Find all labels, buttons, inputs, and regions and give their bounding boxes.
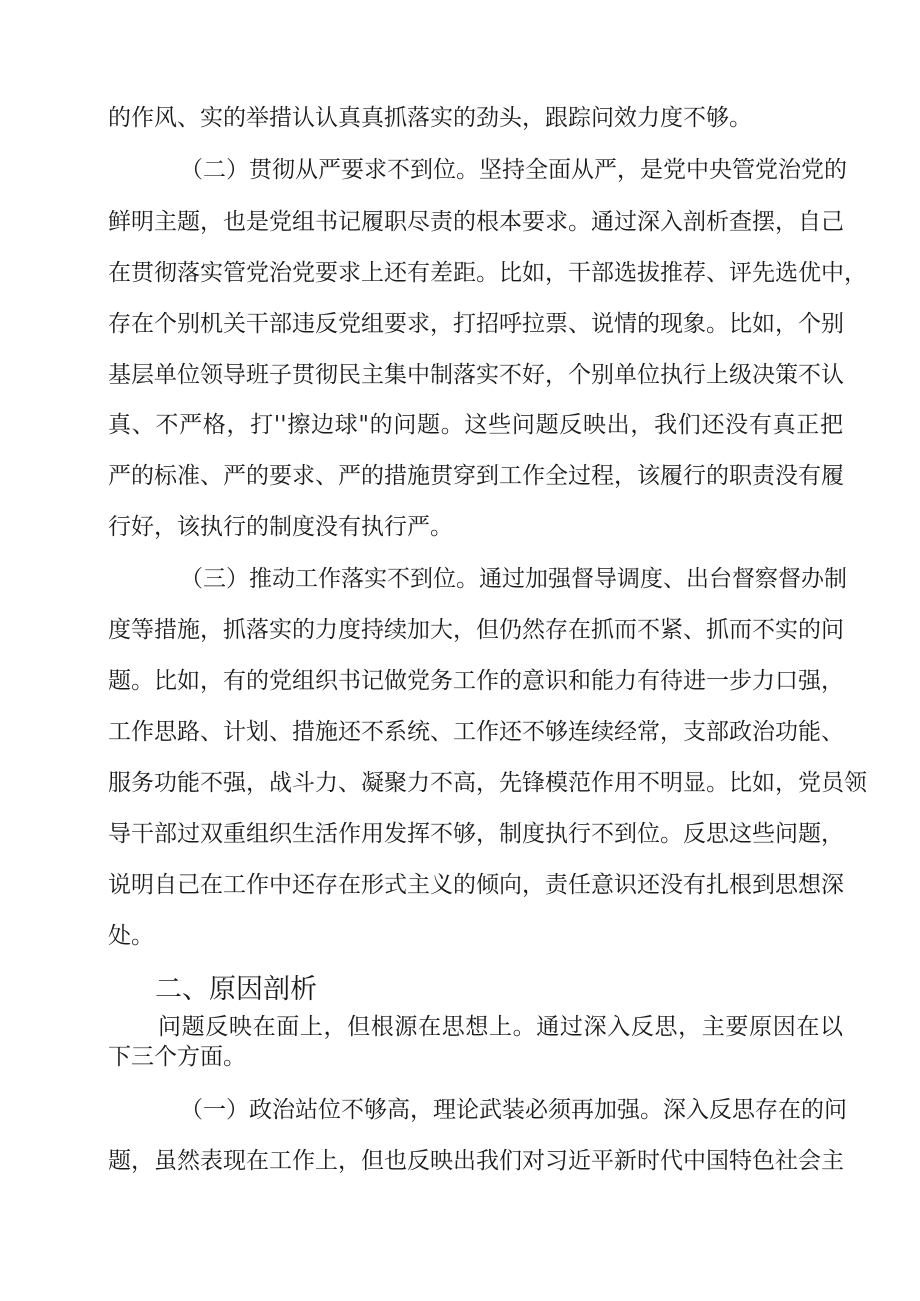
paragraph-line: 下三个方面。 <box>108 1044 246 1070</box>
paragraph-line: 服务功能不强，战斗力、凝聚力不高，先锋模范作用不明显。比如，党员领 <box>108 770 867 796</box>
paragraph-line: 真、不严格，打''擦边球"的问题。这些问题反映出，我们还没有真正把 <box>108 412 843 438</box>
paragraph-line: 基层单位领导班子贯彻民主集中制落实不好，个别单位执行上级决策不认 <box>108 362 844 388</box>
paragraph-line: 度等措施，抓落实的力度持续加大，但仍然存在抓而不紧、抓而不实的问 <box>108 617 844 643</box>
paragraph-line: 鲜明主题，也是党组书记履职尽责的根本要求。通过深入剖析查摆，自己 <box>108 209 844 235</box>
paragraph-line: 存在个别机关干部违反党组要求，打招呼拉票、说情的现象。比如，个别 <box>108 311 844 337</box>
paragraph-line: 说明自己在工作中还存在形式主义的倾向，责任意识还没有扎根到思想深 <box>108 872 844 898</box>
paragraph-line: 题。比如，有的党组织书记做党务工作的意识和能力有待进一步力口强， <box>108 668 844 694</box>
paragraph-line: 的作风、实的举措认认真真抓落实的劲头，跟踪问效力度不够。 <box>108 105 752 131</box>
paragraph-line: （三）推动工作落实不到位。通过加强督导调度、出台督察督办制 <box>180 566 847 592</box>
paragraph-line: 工作思路、计划、措施还不系统、工作还不够连续经常，支部政治功能、 <box>108 719 844 745</box>
paragraph-line: 在贯彻落实管党治党要求上还有差距。比如，干部选拔推荐、评先选优中， <box>108 260 867 286</box>
paragraph-line: 题，虽然表现在工作上，但也反映出我们对习近平新时代中国特色社会主 <box>108 1148 844 1174</box>
section-heading: 二、原因剖析 <box>155 974 317 1005</box>
paragraph-line: （二）贯彻从严要求不到位。坚持全面从严，是党中央管党治党的 <box>180 157 847 183</box>
paragraph-line: 处。 <box>108 923 154 949</box>
paragraph-line: 行好，该执行的制度没有执行严。 <box>108 514 453 540</box>
paragraph-line: 严的标准、严的要求、严的措施贯穿到工作全过程，该履行的职责没有履 <box>108 463 844 489</box>
paragraph-line: 导干部过双重组织生活作用发挥不够，制度执行不到位。反思这些问题， <box>108 821 844 847</box>
paragraph-line: 问题反映在面上，但根源在思想上。通过深入反思，主要原因在以 <box>158 1014 843 1040</box>
paragraph-line: （一）政治站位不够高，理论武装必须再加强。深入反思存在的问 <box>180 1097 847 1123</box>
